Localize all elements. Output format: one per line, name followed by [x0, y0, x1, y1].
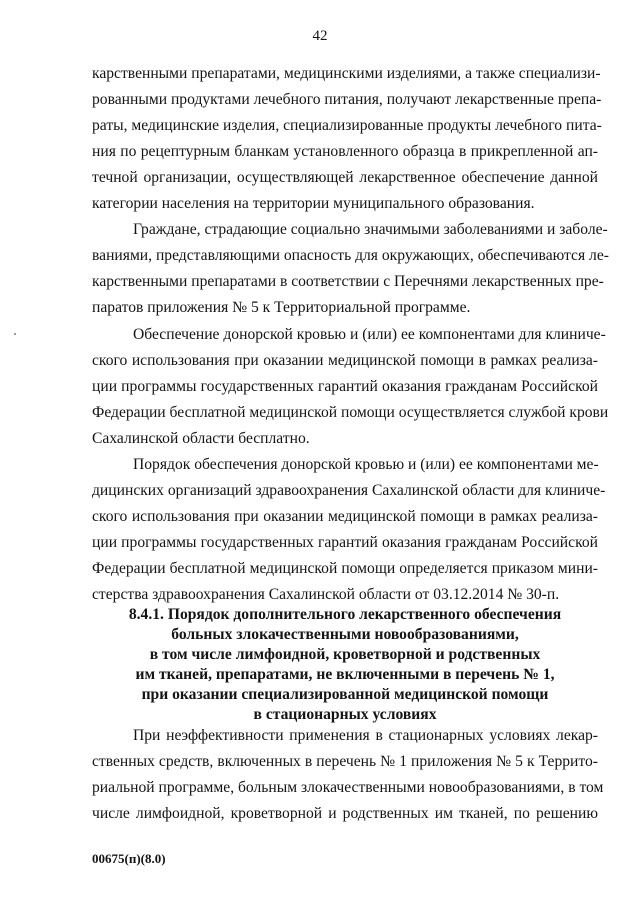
paragraph-socially-significant-diseases: [92, 217, 609, 321]
text-line: ского использования при оказании медицинской помощи в рамках реализа-: [92, 352, 598, 370]
text-line: дицинских организаций здравоохранения Сахалинской области для клиниче-: [92, 482, 606, 500]
text-line: риальной программе, больным злокачественными новообразованиями, в том: [92, 779, 604, 797]
text-line: ции программы государственных гарантий оказания гражданам Российской: [92, 378, 598, 396]
paragraph-donor-blood-procedure: [92, 452, 606, 609]
text-line: паратов приложения № 5 к Территориальной программе.: [92, 299, 471, 317]
section-heading: [92, 605, 598, 725]
text-line: категории населения на территории муниципального образования.: [92, 195, 535, 213]
text-line: Порядок обеспечения донорской кровью и (или) ее компонентами ме-: [133, 456, 599, 473]
heading-line: в том числе лимфоидной, кроветворной и родственных: [149, 646, 541, 663]
heading-line: при оказании специализированной медицинской помощи: [141, 686, 549, 703]
text-line: ского использования при оказании медицинской помощи в рамках реализа-: [92, 508, 598, 526]
text-line: числе лимфоидной, кроветворной и родственных им тканей, по решению: [92, 805, 598, 823]
document-code: 00675(п)(8.0): [92, 851, 166, 866]
text-line: ния по рецептурным бланкам установленного образца в прикрепленной ап-: [92, 143, 598, 161]
text-line: Граждане, страдающие социально значимыми заболеваниями и заболе-: [133, 221, 608, 238]
text-line: карственными препаратами в соответствии с Перечнями лекарственных пре-: [92, 273, 604, 291]
heading-line: в стационарных условиях: [253, 706, 437, 723]
text-line: Обеспечение донорской кровью и (или) ее компонентами для клиниче-: [133, 326, 606, 343]
heading-line: больных злокачественными новообразованиями,: [171, 626, 519, 643]
text-line: стерства здравоохранения Сахалинской области от 03.12.2014 № 30-п.: [92, 586, 560, 604]
text-line: Федерации бесплатной медицинской помощи осуществляется службой крови: [92, 404, 609, 422]
heading-line: 8.4.1. Порядок дополнительного лекарственного обеспечения: [128, 606, 562, 623]
text-line: ции программы государственных гарантий оказания гражданам Российской: [92, 534, 598, 552]
text-line: ваниями, представляющими опасность для окружающих, обеспечиваются ле-: [92, 247, 609, 265]
text-line: рованными продуктами лечебного питания, получают лекарственные препа-: [92, 91, 602, 109]
scan-speck: [14, 333, 16, 335]
page-number: 42: [312, 28, 328, 44]
text-line: течной организации, осуществляющей лекарственное обеспечение данной: [92, 169, 598, 187]
heading-line: им тканей, препаратами, не включенными в перечень № 1,: [135, 666, 555, 683]
text-line: ственных средств, включенных в перечень № 1 приложения № 5 к Террито-: [92, 753, 598, 771]
paragraph-inpatient-ineffectiveness: [92, 723, 604, 827]
paragraph-pharmacy-provision: [92, 61, 602, 218]
text-line: Федерации бесплатной медицинской помощи определяется приказом мини-: [92, 560, 598, 578]
paragraph-donor-blood-provision: [92, 322, 609, 452]
text-line: раты, медицинские изделия, специализированные продукты лечебного пита-: [92, 117, 602, 135]
text-line: При неэффективности применения в стационарных условиях лекар-: [133, 727, 598, 744]
text-line: Сахалинской области бесплатно.: [92, 430, 310, 448]
text-line: карственными препаратами, медицинскими изделиями, а также специализи-: [92, 65, 601, 82]
